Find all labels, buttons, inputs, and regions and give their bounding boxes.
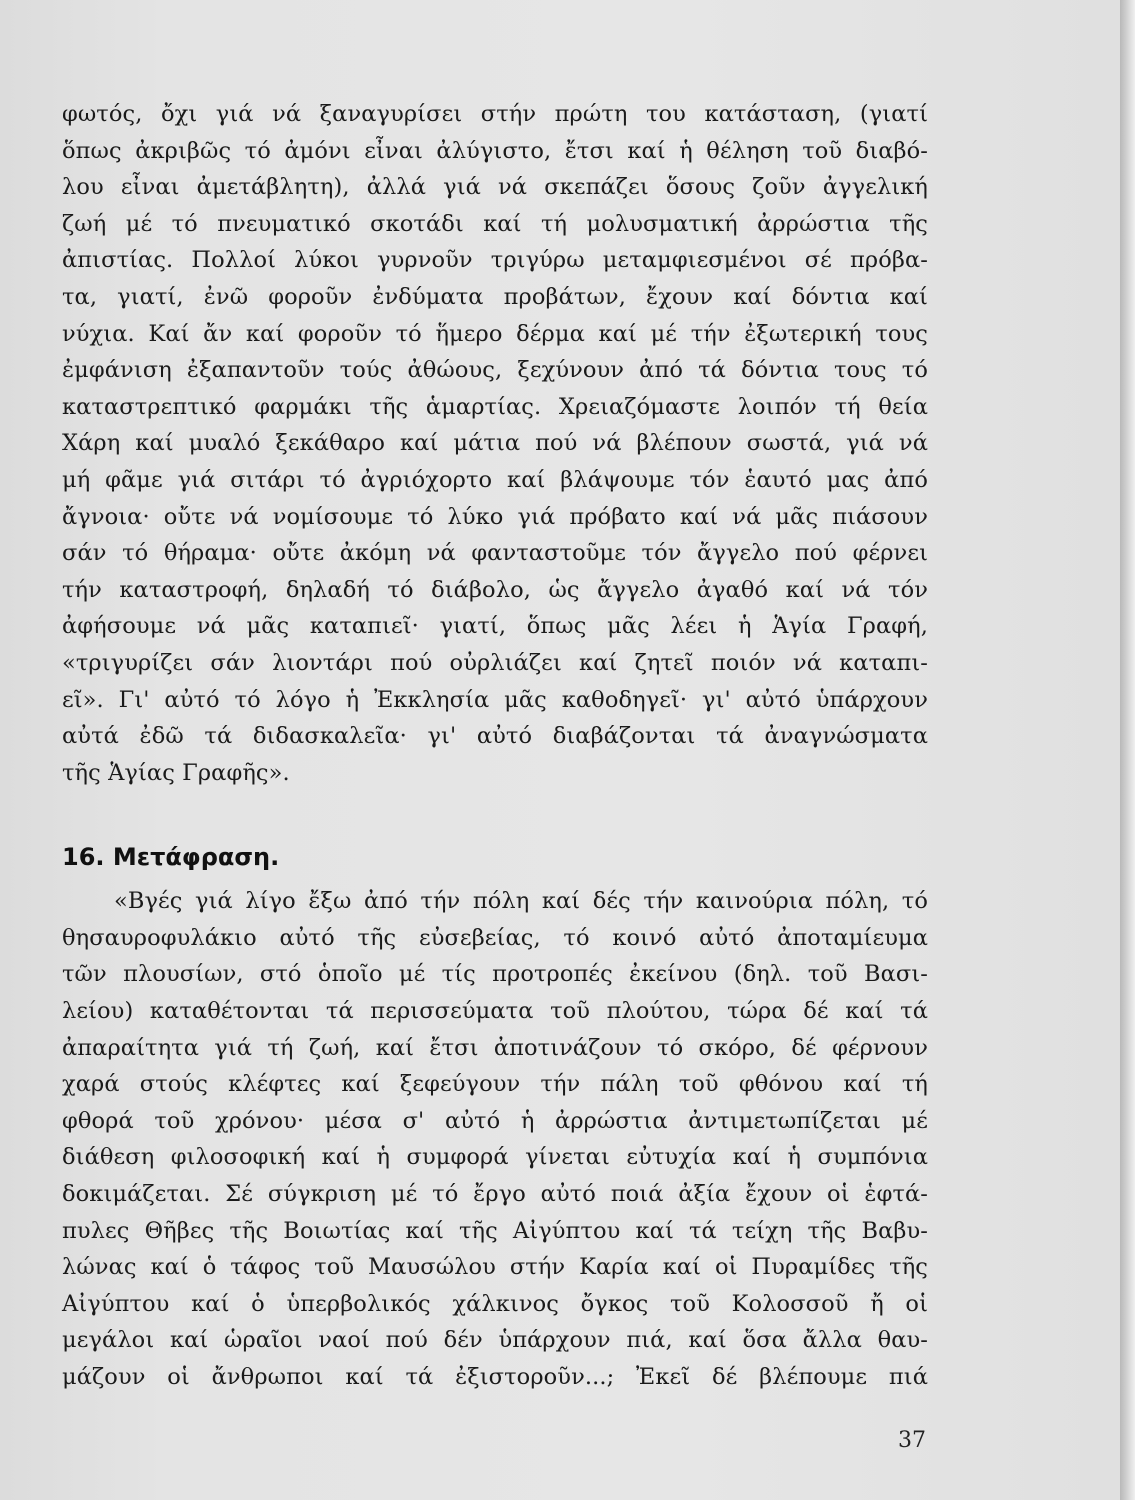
text-line: «τριγυρίζει σάν λιοντάρι πού οὐρλιάζει καί ζητεῖ ποιόν νά καταπι-	[62, 649, 928, 676]
text-line: δοκιμάζεται. Σέ σύγκριση μέ τό ἔργο αὐτό ποιά ἀξία ἔχουν οἱ ἑφτά-	[62, 1181, 928, 1208]
text-line: αὐτά ἐδῶ τά διδασκαλεῖα· γι' αὐτό διαβάζονται τά ἀναγνώσματα	[62, 723, 928, 750]
section-heading: 16. Μετάφραση.	[62, 843, 280, 872]
text-line: λώνας καί ὁ τάφος τοῦ Μαυσώλου στήν Καρία καί οἱ Πυραμίδες τῆς	[62, 1254, 928, 1281]
text-line: χαρά στούς κλέφτες καί ξεφεύγουν τήν πάλη τοῦ φθόνου καί τή	[62, 1071, 928, 1098]
paragraph-2	[62, 883, 928, 1395]
page-edge	[1120, 0, 1135, 1500]
text-line: εῖ». Γι' αὐτό τό λόγο ἡ Ἐκκλησία μᾶς καθοδηγεῖ· γι' αὐτό ὑπάρχουν	[62, 686, 928, 713]
text-line: μεγάλοι καί ὡραῖοι ναοί πού δέν ὑπάρχουν πιά, καί ὅσα ἄλλα θαυ-	[62, 1327, 928, 1354]
text-line: μάζουν οἱ ἄνθρωποι καί τά ἐξιστοροῦν...; Ἐκεῖ δέ βλέπουμε πιά	[62, 1364, 928, 1390]
text-line: νύχια. Καί ἄν καί φοροῦν τό ἥμερο δέρμα καί μέ τήν ἐξωτερική τους	[62, 320, 928, 347]
text-line: Χάρη καί μυαλό ξεκάθαρο καί μάτια πού νά βλέπουν σωστά, γιά νά	[62, 430, 928, 457]
text-line: τῶν πλουσίων, στό ὁποῖο μέ τίς προτροπές ἐκείνου (δηλ. τοῦ Βασι-	[62, 961, 928, 988]
text-line: ἀπιστίας. Πολλοί λύκοι γυρνοῦν τριγύρω μεταμφιεσμένοι σέ πρόβα-	[62, 247, 928, 274]
text-line: μή φᾶμε γιά σιτάρι τό ἀγριόχορτο καί βλάψουμε τόν ἑαυτό μας ἀπό	[62, 466, 928, 493]
text-line: ἀφήσουμε νά μᾶς καταπιεῖ· γιατί, ὅπως μᾶς λέει ἡ Ἁγία Γραφή,	[62, 613, 928, 640]
text-line: Αἰγύπτου καί ὁ ὑπερβολικός χάλκινος ὄγκος τοῦ Κολοσσοῦ ἤ οἱ	[62, 1290, 928, 1317]
text-line: τήν καταστροφή, δηλαδή τό διάβολο, ὡς ἄγγελο ἀγαθό καί νά τόν	[62, 576, 928, 603]
text-line: καταστρεπτικό φαρμάκι τῆς ἁμαρτίας. Χρειαζόμαστε λοιπόν τή θεία	[62, 393, 928, 420]
text-line: σάν τό θήραμα· οὔτε ἀκόμη νά φανταστοῦμε τόν ἄγγελο πού φέρνει	[62, 540, 928, 567]
text-line: τῆς Ἁγίας Γραφῆς».	[62, 759, 290, 786]
text-line: «Βγές γιά λίγο ἔξω ἀπό τήν πόλη καί δές τήν καινούρια πόλη, τό	[114, 888, 928, 915]
paragraph-1	[62, 96, 928, 791]
page-number: 37	[898, 1428, 926, 1453]
text-line: πυλες Θῆβες τῆς Βοιωτίας καί τῆς Αἰγύπτου καί τά τείχη τῆς Βαβυ-	[62, 1217, 928, 1244]
text-line: ἀπαραίτητα γιά τή ζωή, καί ἔτσι ἀποτινάζουν τό σκόρο, δέ φέρνουν	[62, 1034, 928, 1061]
text-column	[62, 96, 928, 1396]
text-line: ἐμφάνιση ἐξαπαντοῦν τούς ἀθώους, ξεχύνουν ἀπό τά δόντια τους τό	[62, 357, 928, 384]
text-line: τα, γιατί, ἐνῶ φοροῦν ἐνδύματα προβάτων, ἔχουν καί δόντια καί	[62, 283, 928, 310]
text-line: φωτός, ὄχι γιά νά ξαναγυρίσει στήν πρώτη του κατάσταση, (γιατί	[62, 101, 928, 127]
text-line: λου εἶναι ἀμετάβλητη), ἀλλά γιά νά σκεπάζει ὅσους ζοῦν ἀγγελική	[62, 174, 928, 201]
text-line: λείου) καταθέτονται τά περισσεύματα τοῦ πλούτου, τώρα δέ καί τά	[62, 998, 928, 1025]
text-line: φθορά τοῦ χρόνου· μέσα σ' αὐτό ἡ ἀρρώστια ἀντιμετωπίζεται μέ	[62, 1107, 928, 1134]
text-line: ὅπως ἀκριβῶς τό ἀμόνι εἶναι ἀλύγιστο, ἔτσι καί ἡ θέληση τοῦ διαβό-	[62, 137, 928, 164]
text-line: διάθεση φιλοσοφική καί ἡ συμφορά γίνεται εὐτυχία καί ἡ συμπόνια	[62, 1144, 928, 1171]
text-line: θησαυροφυλάκιο αὐτό τῆς εὐσεβείας, τό κοινό αὐτό ἀποταμίευμα	[62, 924, 928, 951]
text-line: ζωή μέ τό πνευματικό σκοτάδι καί τή μολυσματική ἀρρώστια τῆς	[62, 210, 928, 237]
text-line: ἄγνοια· οὔτε νά νομίσουμε τό λύκο γιά πρόβατο καί νά μᾶς πιάσουν	[62, 503, 928, 530]
